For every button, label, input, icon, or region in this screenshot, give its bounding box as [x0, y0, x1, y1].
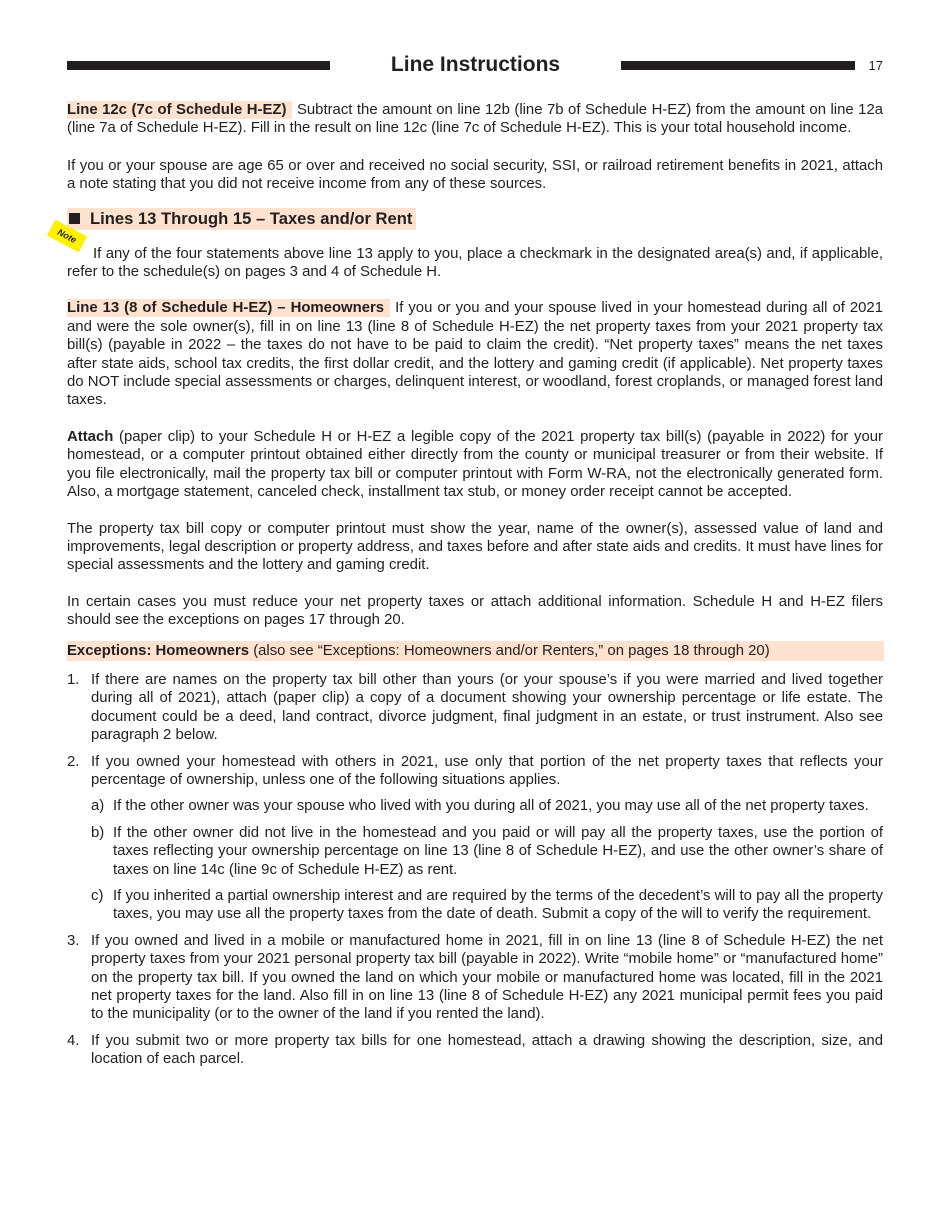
note-icon: Note [47, 219, 87, 252]
sub-item-text: If the other owner did not live in the homestead and you paid or will pay all the property taxes, use the portion of taxes reflecting your ownership percentage on line 13 (line 8 of Schedule H-EZ), and use the other owner’s share of taxes on line 14c (line 9c of Schedule H-EZ) as rent. [113, 824, 883, 878]
exceptions-list [67, 671, 883, 1069]
line13-paragraph [67, 299, 883, 409]
line13-text: If you or you and your spouse lived in your homestead during all of 2021 and were the sole owner(s), fill in on line 13 (line 8 of Schedule H-EZ) the net property taxes from your 2021 property tax bill(s) (payable in 2022 – the taxes do not have to be paid to claim the credit). “Net property taxes” means the net taxes after state aids, school tax credits, the first dollar credit, and the lottery and gaming credit (if applicable). Net property taxes do NOT include special assessments or charges, delinquent interest, or woodland, forest croplands, or managed forest land taxes. [67, 300, 883, 409]
note-paragraph [55, 226, 883, 282]
list-item-text: If you submit two or more property tax bills for one homestead, attach a drawing showing the description, size, and location of each parcel. [91, 1032, 883, 1068]
line12c-text: Subtract the amount on line 12b (line 7b of Schedule H-EZ) from the amount on line 12a (line 7a of Schedule H-EZ). Fill in the result on line 12c (line 7c of Schedule H-EZ). This is your total household income. [67, 102, 884, 137]
attach-paragraph [67, 428, 883, 502]
list-item-text: If you owned and lived in a mobile or manufactured home in 2021, fill in on line 13 (line 8 of Schedule H-EZ) the net property taxes from your 2021 personal property tax bill (payable in 2022). Write “mobile home” or “manufactured home” on the property tax bill. If you owned the land on which your mobile or manufactured home was located, fill in the 2021 net property taxes for the land. Also fill in on line 13 (line 8 of Schedule H-EZ) any 2021 municipal permit fees you paid to the municipality (or to the owner of the land if you rented the land). [91, 932, 883, 1023]
page-header [67, 50, 883, 80]
section-heading [67, 208, 416, 230]
exceptions-label: Exceptions: Homeowners [67, 642, 250, 659]
bill-copy-paragraph: The property tax bill copy or computer printout must show the year, name of the owner(s), assessed value of land and improvements, legal description or property address, and taxes before and after state aids and credits. It must have lines for special assessments and the lottery and gaming credit. [67, 520, 883, 574]
sub-item-letter: c) [91, 888, 104, 904]
list-item-number: 3. [67, 932, 80, 949]
list-item-text: If there are names on the property tax bill other than yours (or your spouse’s if you were married and lived together during all of 2021), attach (paper clip) a copy of a document showing your ownership percentage or life estate. The document could be a deed, land contract, divorce judgment, final judgment in an estate, or trust instrument. Also see paragraph 2 below. [91, 671, 883, 744]
reduce-paragraph: In certain cases you must reduce your net property taxes or attach additional information. Schedule H and H-EZ filers should see the exceptions on pages 17 through 20. [67, 593, 883, 629]
sub-item-text: If you inherited a partial ownership interest and are required by the terms of the decedent’s will to pay all the property taxes, you may use all the property taxes from the date of death. Submit a copy of the will to verify the requirement. [113, 888, 883, 923]
attach-text: (paper clip) to your Schedule H or H-EZ a legible copy of the 2021 property tax bill(s) (payable in 2022) for your homestead, or a computer printout obtained either directly from the county or municipal treasurer or from their website. If you file electronically, mail the property tax bill or computer printout with Form W-RA, not the electronically generated form. Also, a mortgage statement, canceled check, installment tax stub, or money order receipt cannot be accepted. [67, 428, 883, 501]
list-item-number: 2. [67, 753, 80, 770]
section-heading-text: Lines 13 Through 15 – Taxes and/or Rent [90, 208, 413, 228]
list-item [67, 753, 883, 790]
attach-label: Attach [67, 428, 114, 445]
sub-item-letter: a) [91, 798, 105, 815]
list-item-text: If you owned your homestead with others in 2021, use only that portion of the net property taxes that reflects your percentage of ownership, unless one of the following situations applies. [91, 753, 883, 788]
page-number: 17 [868, 58, 883, 73]
page-title: Line Instructions [390, 53, 561, 76]
list-item [67, 1032, 883, 1069]
sub-item-text: If the other owner was your spouse who lived with you during all of 2021, you may use all of the net property taxes. [113, 798, 869, 815]
sub-item-letter: b) [91, 824, 105, 841]
line12c-paragraph [67, 101, 883, 138]
list-item-number: 4. [67, 1032, 80, 1049]
exceptions-text: (also see “Exceptions: Homeowners and/or Renters,” on pages 18 through 20) [253, 642, 770, 659]
sub-list-item [67, 887, 883, 924]
section-heading-row [67, 208, 883, 230]
exceptions-heading [67, 641, 884, 661]
line13-label: Line 13 (8 of Schedule H-EZ) – Homeowners [67, 299, 390, 317]
page-content [55, 101, 884, 1069]
sub-list-item [67, 797, 883, 815]
age65-paragraph: If you or your spouse are age 65 or over and received no social security, SSI, or railroad retirement benefits in 2021, attach a note stating that you did not receive income from any of these sources. [67, 157, 883, 193]
note-text: If any of the four statements above line 13 apply to you, place a checkmark in the designated area(s) and, if applicable, refer to the schedule(s) on pages 3 and 4 of Schedule H. [67, 245, 883, 281]
header-rule-right [621, 61, 855, 70]
header-rule-left [67, 61, 330, 70]
square-bullet-icon [69, 213, 80, 224]
list-item-number: 1. [67, 671, 80, 688]
sub-list-item [67, 824, 883, 879]
list-item [67, 932, 883, 1024]
list-item [67, 671, 883, 745]
line12c-label: Line 12c (7c of Schedule H-EZ) [67, 101, 292, 119]
